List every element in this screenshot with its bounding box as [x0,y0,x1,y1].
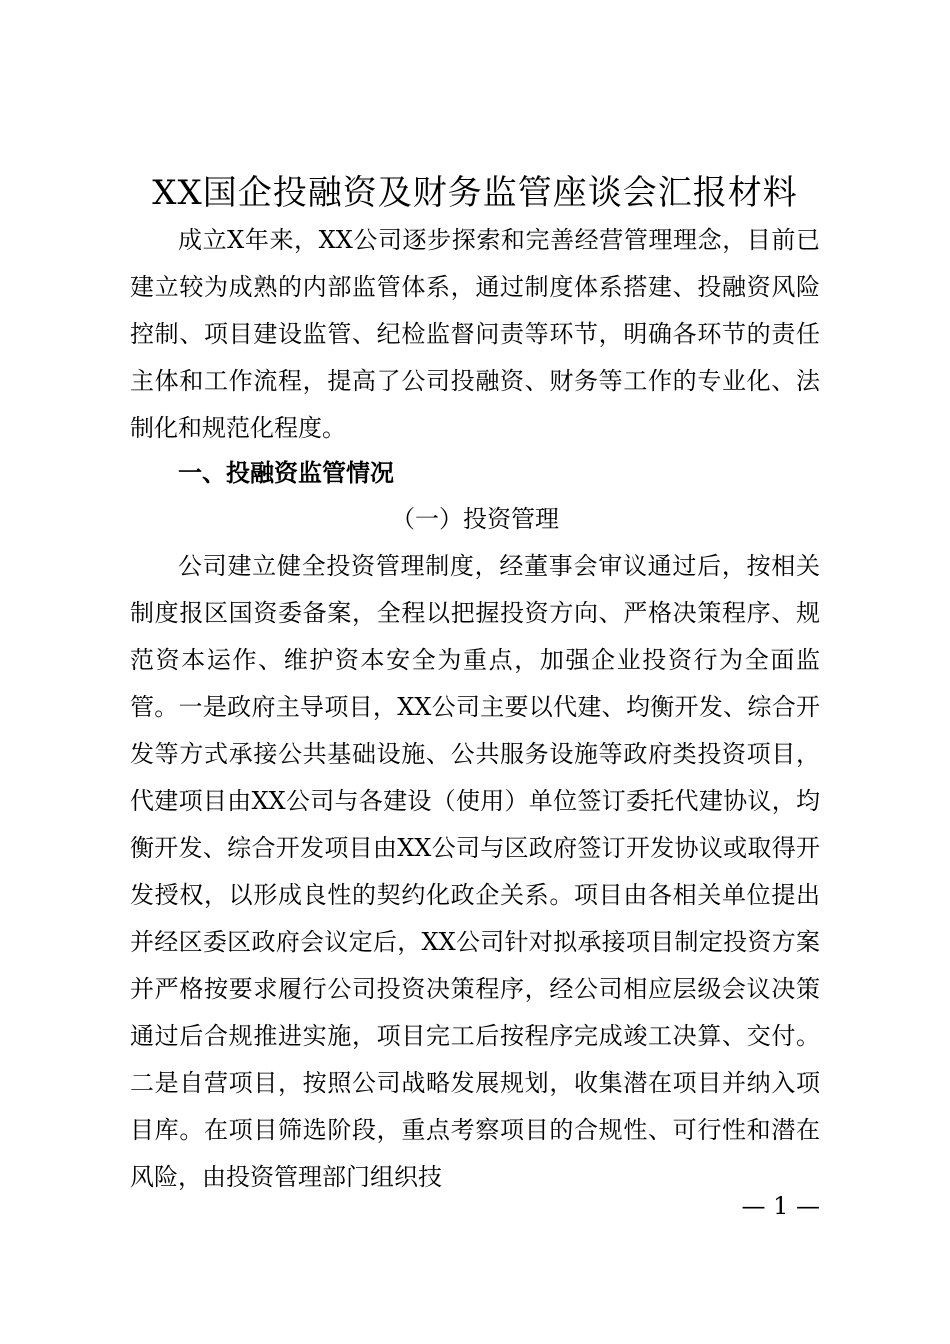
subsection-heading-investment-management: （一）投资管理 [391,505,559,533]
intro-block [130,217,820,452]
investment-management-block [130,543,820,1201]
page-number: — 1 — [741,1192,820,1220]
investment-management-paragraph: 公司建立健全投资管理制度，经董事会审议通过后，按相关制度报区国资委备案，全程以把握投资方向、严格决策程序、规范资本运作、维护资本安全为重点，加强企业投资行为全面监管。一是政府主导项目，XX公司主要以代建、均衡开发、综合开发等方式承接公共基础设施、公共服务设施等政府类投资项目，代建项目由XX公司与各建设（使用）单位签订委托代建协议，均衡开发、综合开发项目由XX公司与区政府签订开发协议或取得开发授权，以形成良性的契约化政企关系。项目由各相关单位提出并经区委区政府会议定后，XX公司针对拟承接项目制定投资方案并严格按要求履行公司投资决策程序，经公司相应层级会议决策通过后合规推进实施，项目完工后按程序完成竣工决算、交付。二是自营项目，按照公司战略发展规划，收集潜在项目并纳入项目库。在项目筛选阶段，重点考察项目的合规性、可行性和潜在风险，由投资管理部门组织技 [130,552,820,1191]
section-heading-investment-financing: 一、投融资监管情况 [178,459,394,487]
intro-paragraph: 成立X年来，XX公司逐步探索和完善经营管理理念，目前已建立较为成熟的内部监管体系，通过制度体系搭建、投融资风险控制、项目建设监管、纪检监督问责等环节，明确各环节的责任主体和工作流程，提高了公司投融资、财务等工作的专业化、法制化和规范化程度。 [130,226,820,442]
document-title: XX国企投融资及财务监管座谈会汇报材料 [152,173,798,213]
